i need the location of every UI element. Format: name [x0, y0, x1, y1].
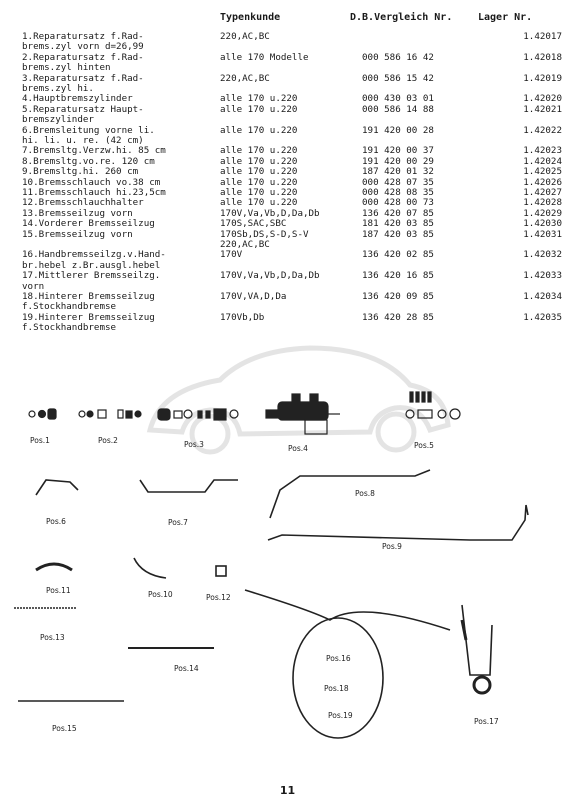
- label-pos18: Pos.18: [324, 684, 349, 693]
- cell-desc: 14.Vorderer Bremsseilzug: [22, 218, 155, 230]
- cell-nr: 000 586 16 42: [362, 51, 434, 63]
- cell-desc: 7.Bremsltg.Verzw.hi. 85 cm: [22, 145, 166, 157]
- cell-lager: 1.42017: [523, 31, 562, 42]
- label-pos15: Pos.15: [52, 724, 77, 733]
- cell-typ: 170V: [220, 249, 243, 261]
- table-row: [22, 271, 562, 292]
- cell-nr: 000 428 00 73: [362, 197, 434, 209]
- table-row: [22, 167, 562, 177]
- pos2-parts: [79, 410, 141, 418]
- cell-lager: 1.42034: [523, 290, 562, 302]
- cell-desc: 6.Bremsleitung vorne li. hi. li. u. re. (42 cm): [22, 124, 155, 146]
- cell-nr: 136 420 28 85: [362, 311, 434, 323]
- label-pos3: Pos.3: [184, 440, 204, 449]
- pos4-master-cylinder: [266, 394, 340, 434]
- label-pos4: Pos.4: [288, 444, 308, 453]
- header-lager: Lager Nr.: [478, 12, 533, 23]
- cell-lager: 1.42024: [523, 155, 562, 167]
- cell-lager: 1.42027: [523, 186, 562, 198]
- cell-nr: 136 420 16 85: [362, 270, 434, 282]
- cell-desc: 19.Hinterer Bremsseilzug f.Stockhandbremse: [22, 311, 155, 334]
- cell-nr: 191 420 00 29: [362, 155, 434, 167]
- page-number: 11: [279, 784, 296, 797]
- label-pos11: Pos.11: [46, 586, 71, 595]
- cell-lager: 1.42032: [523, 249, 562, 261]
- cell-desc: 9.Bremsltg.hi. 260 cm: [22, 166, 139, 178]
- pos3-parts: [158, 409, 238, 420]
- pos5-parts: [406, 392, 460, 419]
- cell-nr: 136 420 02 85: [362, 249, 434, 261]
- cell-desc: 4.Hauptbremszylinder: [22, 93, 133, 105]
- table-row: [22, 313, 562, 334]
- cell-desc: 11.Bremsschlauch hi.23,5cm: [22, 186, 166, 198]
- cell-lager: 1.42026: [523, 176, 562, 188]
- cell-lager: 1.42020: [523, 93, 562, 105]
- cell-desc: 12.Bremsschlauchhalter: [22, 197, 144, 209]
- cell-nr: 191 420 00 37: [362, 145, 434, 157]
- cell-typ: alle 170 u.220: [220, 124, 298, 136]
- cell-desc: 18.Hinterer Bremsseilzug f.Stockhandbremse: [22, 290, 155, 313]
- cell-lager: 1.42031: [523, 228, 562, 240]
- label-pos13: Pos.13: [40, 633, 65, 642]
- cell-desc: 15.Bremsseilzug vorn: [22, 228, 133, 240]
- header-db-vergleich: D.B.Vergleich Nr.: [350, 12, 453, 23]
- header-typenkunde: Typenkunde: [220, 12, 281, 23]
- cell-nr: 000 428 07 35: [362, 176, 434, 188]
- cell-nr: 000 586 14 88: [362, 103, 434, 115]
- cell-desc: 1.Reparatursatz f.Rad- brems.zyl vorn d=26,99: [22, 31, 144, 53]
- cell-typ: alle 170 u.220: [220, 155, 298, 167]
- label-pos2: Pos.2: [98, 436, 118, 445]
- cell-typ: 170S,SAC,SBC: [220, 218, 287, 230]
- table-row: [22, 292, 562, 313]
- cell-nr: 187 420 01 32: [362, 166, 434, 178]
- label-pos5: Pos.5: [414, 441, 434, 450]
- pos8-brake-line: [270, 470, 430, 518]
- label-pos1: Pos.1: [30, 436, 50, 445]
- table-row: [22, 53, 562, 74]
- cell-desc: 3.Reparatursatz f.Rad- brems.zyl hi.: [22, 72, 144, 94]
- pos6-brake-line: [36, 480, 78, 495]
- cell-nr: 136 420 07 85: [362, 207, 434, 219]
- pos16-18-19-cable-loop: [293, 618, 383, 738]
- cell-nr: 136 420 09 85: [362, 290, 434, 302]
- cell-nr: 000 428 08 35: [362, 186, 434, 198]
- label-pos19: Pos.19: [328, 711, 353, 720]
- cell-typ: 170V,Va,Vb,D,Da,Db: [220, 207, 320, 219]
- cell-lager: 1.42028: [523, 197, 562, 209]
- pos12-holder: [216, 566, 226, 576]
- label-pos10: Pos.10: [148, 590, 173, 599]
- label-pos17: Pos.17: [474, 717, 499, 726]
- cell-lager: 1.42035: [523, 311, 562, 323]
- cell-lager: 1.42019: [523, 72, 562, 84]
- cell-desc: 2.Reparatursatz f.Rad- brems.zyl hinten: [22, 51, 144, 74]
- table-row: [22, 74, 562, 95]
- cell-desc: 10.Bremsschlauch vo.38 cm: [22, 176, 161, 188]
- cell-desc: 5.Reparatursatz Haupt- bremszylinder: [22, 103, 144, 126]
- cell-typ: alle 170 u.220: [220, 103, 298, 115]
- cell-typ: 170V,Va,Vb,D,Da,Db: [220, 270, 320, 282]
- pos11-hose: [36, 564, 72, 570]
- label-pos12: Pos.12: [206, 593, 231, 602]
- cell-typ: alle 170 u.220: [220, 93, 298, 105]
- cell-typ: 170Sb,DS,S-D,S-V 220,AC,BC: [220, 228, 309, 250]
- cell-typ: alle 170 u.220: [220, 145, 298, 157]
- cell-desc: 17.Mittlerer Bremsseilzg. vorn: [22, 270, 161, 292]
- label-pos16: Pos.16: [326, 654, 351, 663]
- cell-typ: alle 170 u.220: [220, 197, 298, 209]
- cell-lager: 1.42023: [523, 145, 562, 157]
- cell-lager: 1.42025: [523, 166, 562, 178]
- table-row: [22, 230, 562, 251]
- cell-typ: alle 170 u.220: [220, 166, 298, 178]
- cell-lager: 1.42030: [523, 218, 562, 230]
- cell-typ: 170Vb,Db: [220, 311, 265, 323]
- cell-desc: 13.Bremsseilzug vorn: [22, 207, 133, 219]
- cell-lager: 1.42021: [523, 103, 562, 115]
- pos9-brake-line: [268, 505, 528, 540]
- cell-typ: alle 170 Modelle: [220, 51, 309, 63]
- cell-typ: alle 170 u.220: [220, 186, 298, 198]
- table-row: [22, 219, 562, 229]
- cell-desc: 8.Bremsltg.vo.re. 120 cm: [22, 155, 155, 167]
- label-pos14: Pos.14: [174, 664, 199, 673]
- pos7-brake-line: [140, 480, 238, 492]
- cell-typ: 220,AC,BC: [220, 31, 270, 42]
- label-pos8: Pos.8: [355, 489, 375, 498]
- cell-nr: 191 420 00 28: [362, 124, 434, 136]
- cell-nr: 181 420 03 85: [362, 218, 434, 230]
- parts-illustration: [0, 380, 575, 760]
- pos17-cable: [462, 605, 492, 693]
- table-row: [22, 250, 562, 271]
- table-row: [22, 32, 562, 53]
- label-pos9: Pos.9: [382, 542, 402, 551]
- cell-typ: alle 170 u.220: [220, 176, 298, 188]
- cell-typ: 170V,VA,D,Da: [220, 290, 287, 302]
- cell-typ: 220,AC,BC: [220, 72, 270, 84]
- pos10-hose: [134, 558, 166, 578]
- label-pos7: Pos.7: [168, 518, 188, 527]
- cell-nr: 187 420 03 85: [362, 228, 434, 240]
- cell-lager: 1.42033: [523, 270, 562, 282]
- parts-table: [22, 32, 562, 333]
- cell-nr: 000 430 03 01: [362, 93, 434, 105]
- cell-lager: 1.42029: [523, 207, 562, 219]
- cell-lager: 1.42018: [523, 51, 562, 63]
- label-pos6: Pos.6: [46, 517, 66, 526]
- cell-nr: 000 586 15 42: [362, 72, 434, 84]
- cell-desc: 16.Handbremsseilzg.v.Hand- br.hebel z.Br.ausgl.hebel: [22, 249, 166, 271]
- table-row: [22, 105, 562, 126]
- table-row: [22, 126, 562, 147]
- pos1-parts: [29, 409, 56, 419]
- cell-lager: 1.42022: [523, 124, 562, 136]
